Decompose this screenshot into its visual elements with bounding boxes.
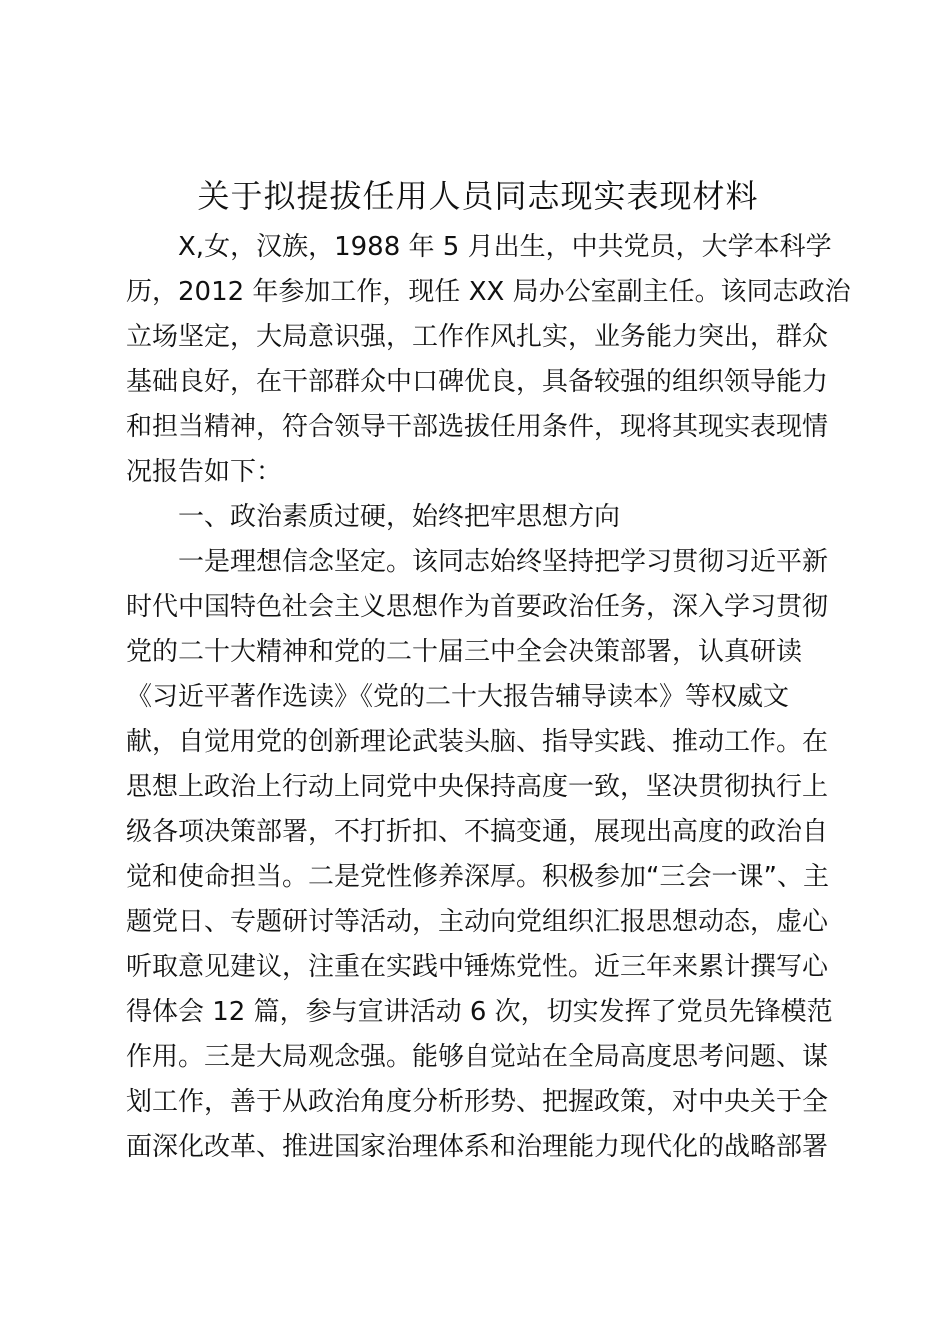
section-heading: 一、政治素质过硬，始终把牢思想方向	[178, 502, 621, 532]
body-line: 《习近平著作选读》《党的二十大报告辅导读本》等权威文	[126, 682, 790, 712]
body-line: 时代中国特色社会主义思想作为首要政治任务，深入学习贯彻	[126, 592, 829, 622]
body-line: 献，自觉用党的创新理论武装头脑、指导实践、推动工作。在	[126, 727, 829, 757]
body-line: 面深化改革、推进国家治理体系和治理能力现代化的战略部署	[126, 1132, 829, 1162]
body-line: 划工作，善于从政治角度分析形势、把握政策，对中央关于全	[126, 1087, 829, 1117]
body-line: 基础良好，在干部群众中口碑优良，具备较强的组织领导能力	[126, 367, 829, 397]
body-line: 历，2012 年参加工作，现任 XX 局办公室副主任。该同志政治	[126, 277, 851, 307]
body-line: 作用。三是大局观念强。能够自觉站在全局高度思考问题、谋	[126, 1042, 829, 1072]
body-line: X,女，汉族，1988 年 5 月出生，中共党员，大学本科学	[178, 232, 832, 262]
body-line: 得体会 12 篇，参与宣讲活动 6 次，切实发挥了党员先锋模范	[126, 997, 833, 1027]
body-line: 和担当精神，符合领导干部选拔任用条件，现将其现实表现情	[126, 412, 829, 442]
body-line: 立场坚定，大局意识强，工作作风扎实，业务能力突出，群众	[126, 322, 829, 352]
body-line: 党的二十大精神和党的二十届三中全会决策部署，认真研读	[126, 637, 803, 667]
document-title: 关于拟提拔任用人员同志现实表现材料	[197, 177, 759, 215]
body-line: 级各项决策部署，不打折扣、不搞变通，展现出高度的政治自	[126, 817, 829, 847]
body-line: 觉和使命担当。二是党性修养深厚。积极参加“三会一课”、主	[126, 862, 829, 892]
body-line: 况报告如下：	[126, 457, 283, 487]
body-line: 思想上政治上行动上同党中央保持高度一致，坚决贯彻执行上	[126, 772, 829, 802]
body-line: 一是理想信念坚定。该同志始终坚持把学习贯彻习近平新	[178, 547, 829, 577]
body-line: 题党日、专题研讨等活动，主动向党组织汇报思想动态，虚心	[126, 907, 829, 937]
body-line: 听取意见建议，注重在实践中锤炼党性。近三年来累计撰写心	[126, 952, 829, 982]
